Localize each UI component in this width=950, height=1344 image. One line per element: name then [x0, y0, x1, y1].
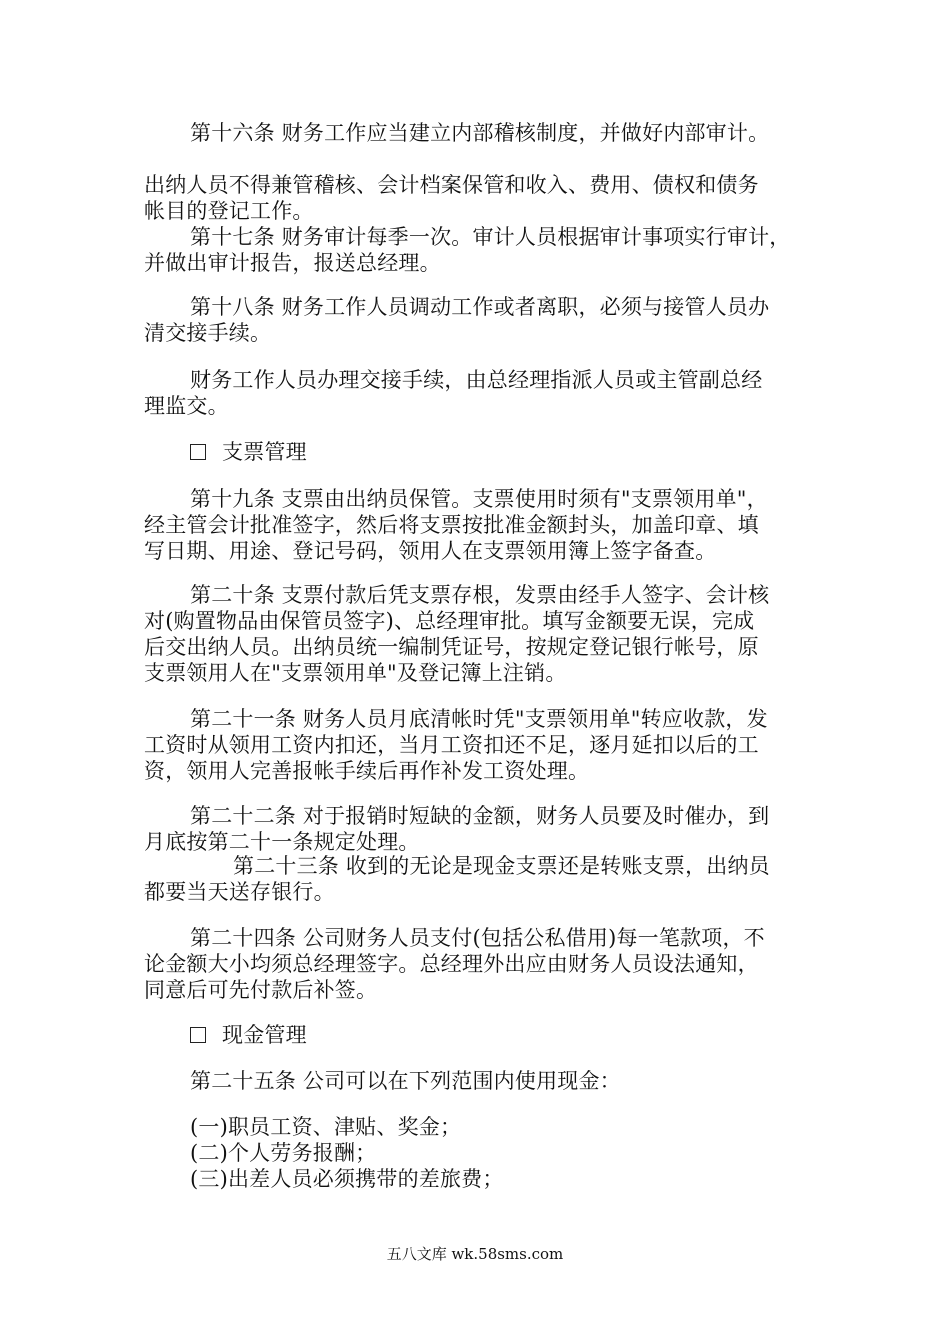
section-heading-cheque-label: 支票管理	[222, 440, 307, 464]
article-20-line-2: 对(购置物品由保管员签字)、总经理审批。填写金额要无误，完成	[144, 609, 755, 633]
section-heading-cash-label: 现金管理	[222, 1023, 307, 1047]
article-21-line-1: 第二十一条 财务人员月底清帐时凭"支票领用单"转应收款，发	[190, 707, 768, 731]
handover-line-1: 财务工作人员办理交接手续，由总经理指派人员或主管副总经	[190, 368, 763, 392]
article-17-line-2: 并做出审计报告，报送总经理。	[144, 251, 441, 275]
article-22-line-1: 第二十二条 对于报销时短缺的金额，财务人员要及时催办，到	[190, 804, 770, 828]
article-16-line-3: 帐目的登记工作。	[144, 199, 314, 223]
checkbox-square-icon	[190, 444, 206, 460]
article-22-line-2: 月底按第二十一条规定处理。	[144, 830, 420, 854]
article-19-line-3: 写日期、用途、登记号码，领用人在支票领用簿上签字备查。	[144, 539, 717, 563]
page-footer-watermark: 五八文库 wk.58sms.com	[386, 1245, 564, 1263]
article-23-line-2: 都要当天送存银行。	[144, 880, 335, 904]
article-21-line-2: 工资时从领用工资内扣还，当月工资扣还不足，逐月延扣以后的工	[144, 733, 759, 757]
list-item-1: (一)职员工资、津贴、奖金；	[190, 1115, 462, 1139]
article-19-line-1: 第十九条 支票由出纳员保管。支票使用时须有"支票领用单"，	[190, 487, 768, 511]
article-24-line-3: 同意后可先付款后补签。	[144, 978, 378, 1002]
article-16-line-2: 出纳人员不得兼管稽核、会计档案保管和收入、费用、债权和债务	[144, 173, 759, 197]
article-24-line-2: 论金额大小均须总经理签字。总经理外出应由财务人员设法通知，	[144, 952, 759, 976]
handover-line-2: 理监交。	[144, 394, 229, 418]
section-heading-cash	[190, 1022, 860, 1049]
list-item-3: (三)出差人员必须携带的差旅费；	[190, 1167, 504, 1191]
article-21-line-3: 资，领用人完善报帐手续后再作补发工资处理。	[144, 759, 590, 783]
article-18-line-2: 清交接手续。	[144, 321, 272, 345]
section-heading-cheque	[190, 439, 860, 466]
article-24-line-1: 第二十四条 公司财务人员支付(包括公私借用)每一笔款项，不	[190, 926, 765, 950]
article-25-line-1: 第二十五条 公司可以在下列范围内使用现金：	[190, 1069, 621, 1093]
checkbox-square-icon	[190, 1027, 206, 1043]
article-17-line-1: 第十七条 财务审计每季一次。审计人员根据审计事项实行审计，	[190, 225, 791, 249]
article-20-line-1: 第二十条 支票付款后凭支票存根，发票由经手人签字、会计核	[190, 583, 770, 607]
article-16-line-1: 第十六条 财务工作应当建立内部稽核制度，并做好内部审计。	[190, 121, 770, 145]
article-18-line-1: 第十八条 财务工作人员调动工作或者离职，必须与接管人员办	[190, 295, 770, 319]
article-19-line-2: 经主管会计批准签字，然后将支票按批准金额封头，加盖印章、填	[144, 513, 759, 537]
list-item-2: (二)个人劳务报酬；	[190, 1141, 377, 1165]
article-23-line-1: 第二十三条 收到的无论是现金支票还是转账支票，出纳员	[233, 854, 770, 878]
article-20-line-3: 后交出纳人员。出纳员统一编制凭证号，按规定登记银行帐号，原	[144, 635, 759, 659]
article-20-line-4: 支票领用人在"支票领用单"及登记簿上注销。	[144, 661, 567, 685]
